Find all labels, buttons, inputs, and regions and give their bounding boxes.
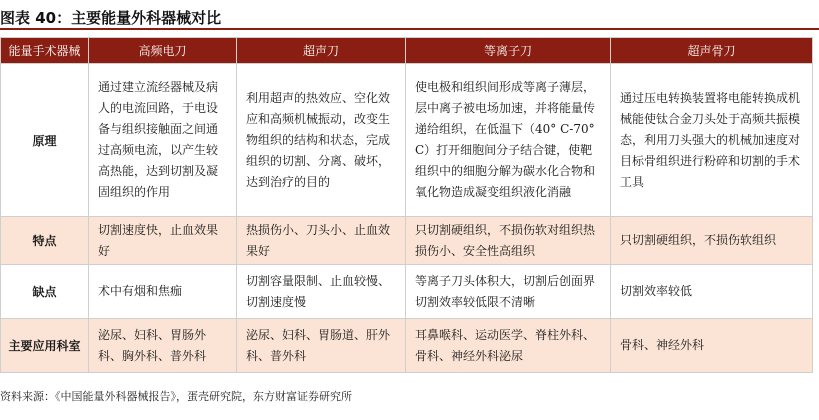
cell-drawbacks-bone: 切割效率较低 — [611, 265, 813, 319]
cell-drawbacks-plasma: 等离子刀头体积大，切割后创面界切割效率较低限不清晰 — [406, 265, 611, 319]
cell-applications-plasma: 耳鼻喉科、运动医学、脊柱外科、骨科、神经外科泌尿 — [406, 319, 611, 373]
row-drawbacks — [1, 265, 813, 319]
row-principle — [1, 64, 813, 217]
source-note: 资料来源：《中国能量外科器械报告》，蛋壳研究院，东方财富证券研究所 — [0, 390, 352, 403]
header-device-type: 能量手术器械 — [1, 38, 89, 64]
cell-principle-bone: 通过压电转换装置将电能转换成机械能使钛合金刀头处于高频共振模态，利用刀头强大的机械加速度对目标骨组织进行粉碎和切割的手术工具 — [611, 64, 813, 217]
header-electrosurgical-knife: 高频电刀 — [89, 38, 237, 64]
cell-features-plasma: 只切割硬组织，不损伤软对组织热损伤小、安全性高组织 — [406, 217, 611, 265]
cell-applications-bone: 骨科、神经外科 — [611, 319, 813, 373]
cell-drawbacks-ultrasonic: 切割容量限制、止血较慢、切割速度慢 — [237, 265, 406, 319]
cell-principle-ultrasonic: 利用超声的热效应、空化效应和高频机械振动，改变生物组织的结构和状态，完成组织的切割、分离、破坏，达到治疗的目的 — [237, 64, 406, 217]
row-label-features: 特点 — [1, 217, 89, 265]
cell-features-bone: 只切割硬组织，不损伤软组织 — [611, 217, 813, 265]
figure-title: 图表 40：主要能量外科器械对比 — [0, 6, 819, 30]
cell-applications-ultrasonic: 泌尿、妇科、胃肠道、肝外科、普外科 — [237, 319, 406, 373]
row-applications — [1, 319, 813, 373]
header-plasma-knife: 等离子刀 — [406, 38, 611, 64]
cell-applications-electrosurgical: 泌尿、妇科、胃肠外科、胸外科、普外科 — [89, 319, 237, 373]
cell-principle-electrosurgical: 通过建立流经器械及病人的电流回路，于电设备与组织接触面之间通过高频电流，以产生较高热能，达到切割及凝固组织的作用 — [89, 64, 237, 217]
header-ultrasonic-scalpel: 超声刀 — [237, 38, 406, 64]
row-label-principle: 原理 — [1, 64, 89, 217]
cell-drawbacks-electrosurgical: 术中有烟和焦痂 — [89, 265, 237, 319]
cell-principle-plasma: 使电极和组织间形成等离子薄层，层中离子被电场加速，并将能量传递给组织，在低温下（40° C-70° C）打开细胞间分子结合键，使靶组织中的细胞分解为碳水化合物和氧化物造成凝变组织液化消融 — [406, 64, 611, 217]
row-features — [1, 217, 813, 265]
row-label-applications: 主要应用科室 — [1, 319, 89, 373]
row-label-drawbacks: 缺点 — [1, 265, 89, 319]
cell-features-ultrasonic: 热损伤小、刀头小、止血效果好 — [237, 217, 406, 265]
cell-features-electrosurgical: 切割速度快，止血效果好 — [89, 217, 237, 265]
table-header-row — [1, 38, 813, 64]
comparison-table — [0, 37, 813, 373]
header-ultrasonic-bone-knife: 超声骨刀 — [611, 38, 813, 64]
